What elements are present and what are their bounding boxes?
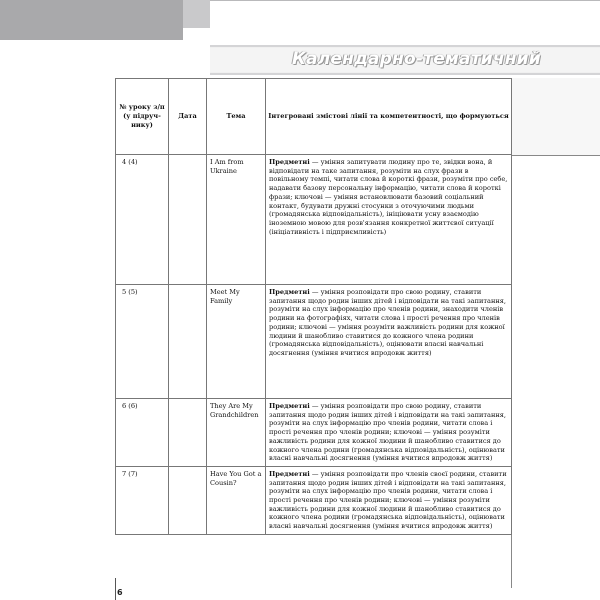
lesson-number: 6 (6) xyxy=(116,399,169,467)
next-column-edge xyxy=(511,78,600,588)
header-topic: Тема xyxy=(207,79,266,155)
competencies-text: — уміння розповідати про свою родину, ставити запитання щодо родин інших дітей і відповідати на такі запитання, розуміти на слух інформацію про членів родини, читати слова і прості речення про членів родини; ключові — уміння розуміти важливість родини для кожної людини й шанобливо ставитися до кожного члена родини (громадянська відповідальність), оцінювати власні навчальні досягнення (уміння вчитися впродовж життя) xyxy=(269,402,507,463)
lesson-number: 5 (5) xyxy=(116,285,169,399)
lesson-topic: They Are My Grandchildren xyxy=(207,399,266,467)
table-row xyxy=(116,399,512,467)
header-date: Дата xyxy=(169,79,207,155)
header-lesson-number: № уроку з/п (у підруч-нику) xyxy=(116,79,169,155)
thematic-plan-table xyxy=(115,78,512,535)
lead-term: Предметні xyxy=(269,402,310,410)
lesson-number: 7 (7) xyxy=(116,466,169,534)
competencies-text: — уміння запитувати людину про те, звідки вона, й відповідати на таке запитання, розуміти на слух фрази в повільному темпі, читати слова й короткі фрази, розуміти про себе, надавати базову персональну інформацію, читати слова й короткі фрази; ключові — уміння встановлювати базовий соціальний контакт, будувати дружні стосунки з оточуючими людьми (громадянська відповідальність), ініціювати усну взаємодію іноземною мовою для розв'язання конкретної життєвої ситуації (ініціативність і підприємливість) xyxy=(269,158,508,236)
lead-term: Предметні xyxy=(269,469,310,478)
competencies-text: — уміння розповідати про свою родину, ставити запитання щодо родин інших дітей і відповідати на такі запитання, розуміти на слух інформацію про членів родини, знаходити членів родини на фотографіях, читати слова і прості речення про членів родини; ключові — уміння розуміти важливість родини для кожної людини й шанобливо ставитися до кожного члена родини (громадянська відповідальність), оцінювати власні навчальні досягнення (уміння вчитися впродовж життя) xyxy=(269,288,507,357)
table-row xyxy=(116,155,512,285)
header-integrated-lines: Інтегровані змістові лінії та компетентності, що формуються xyxy=(266,79,512,155)
header-tab-dark xyxy=(0,0,183,40)
lesson-topic: Meet My Family xyxy=(207,285,266,399)
page-number: 6 xyxy=(117,588,123,597)
header-tab-light xyxy=(183,0,210,28)
lesson-topic: Have You Got a Cousin? xyxy=(207,466,266,534)
table-row xyxy=(116,466,512,534)
table-row xyxy=(116,285,512,399)
competencies-text: — уміння розповідати про членів своєї родини, ставити запитання щодо родин інших дітей і відповідати на такі запитання, розуміти на слух інформацію про членів родини, читати слова і прості речення про членів родини; ключові — уміння розуміти важливість родини для кожної людини й шанобливо ставитися до кожного члена родини (громадянська відповідальність), оцінювати власні навчальні досягнення (уміння вчитися впродовж життя) xyxy=(269,469,507,531)
lesson-competencies xyxy=(266,155,512,285)
lead-term: Предметні xyxy=(269,288,310,296)
lesson-topic: I Am from Ukraine xyxy=(207,155,266,285)
lesson-date xyxy=(169,155,207,285)
lesson-competencies xyxy=(266,466,512,534)
lead-term: Предметні xyxy=(269,158,310,166)
lesson-date xyxy=(169,285,207,399)
footer-rule xyxy=(115,578,116,600)
lesson-competencies xyxy=(266,399,512,467)
lesson-competencies xyxy=(266,285,512,399)
lesson-date xyxy=(169,466,207,534)
page-title: Календарно-тематичний xyxy=(292,49,541,69)
lesson-number: 4 (4) xyxy=(116,155,169,285)
table-header-row xyxy=(116,79,512,155)
lesson-date xyxy=(169,399,207,467)
